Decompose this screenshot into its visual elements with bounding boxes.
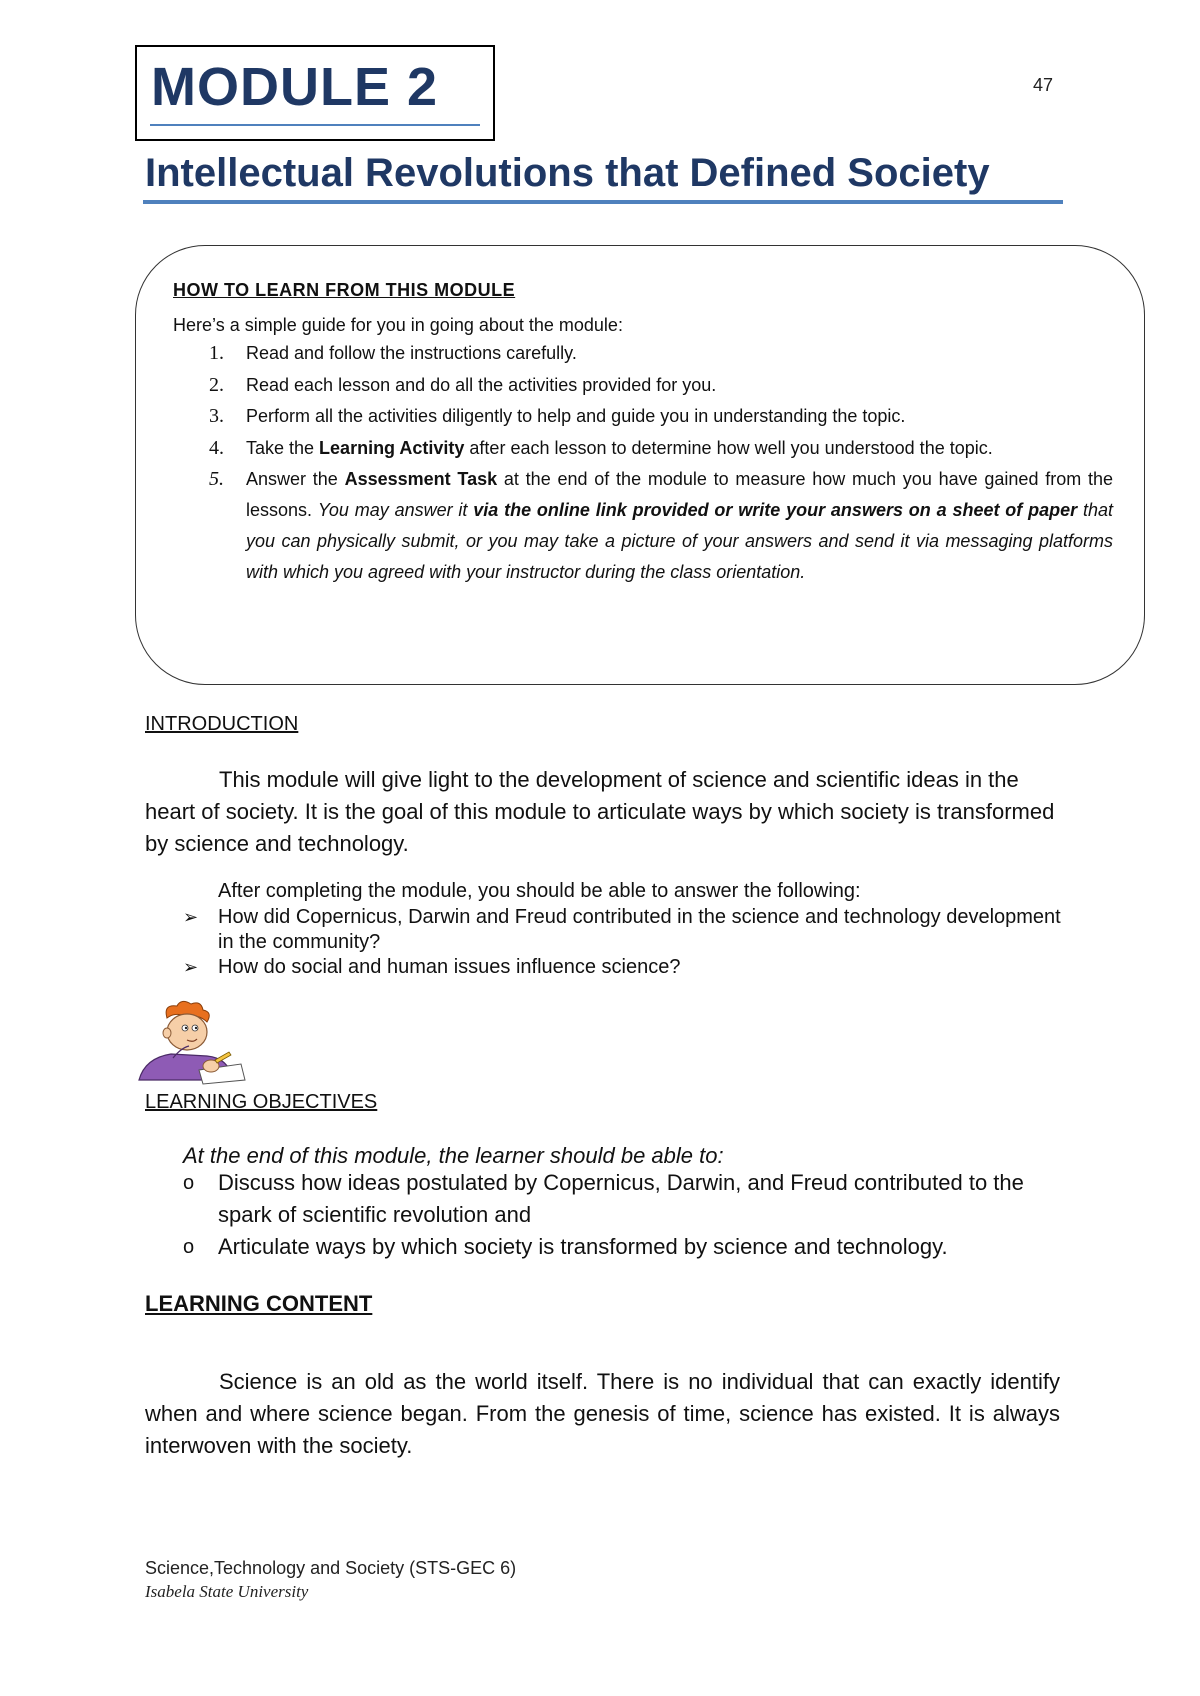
objectives-intro: At the end of this module, the learner should be able to: (183, 1143, 724, 1168)
thinking-kid-illustration (137, 1000, 247, 1085)
objective-text: Articulate ways by which society is transformed by science and technology. (218, 1234, 948, 1259)
guide-list (173, 338, 1113, 588)
question-text: How do social and human issues influence science? (218, 956, 681, 978)
list-number: 3. (209, 405, 224, 427)
list-item (183, 905, 1063, 955)
list-item (173, 338, 1113, 370)
guide-heading: HOW TO LEARN FROM THIS MODULE (173, 280, 516, 300)
list-number: 2. (209, 373, 224, 396)
list-number: 5. (209, 468, 224, 490)
objectives-list (183, 1167, 1063, 1263)
question-list (183, 905, 1063, 980)
list-item (173, 370, 1113, 402)
page-number: 47 (1033, 75, 1054, 95)
learning-content-heading: LEARNING CONTENT (145, 1291, 373, 1316)
module-label: MODULE 2 (151, 57, 439, 117)
list-item-text-italic: You may answer it (317, 500, 474, 520)
question-text: How did Copernicus, Darwin and Freud contributed in the science and technology development in the community? (218, 906, 1061, 953)
list-item (173, 464, 1113, 588)
assessment-task-term: Assessment Task (344, 469, 498, 489)
list-number: 4. (209, 436, 224, 459)
introduction-heading: INTRODUCTION (145, 713, 299, 735)
list-item (183, 1167, 1063, 1231)
list-item (173, 433, 1113, 465)
objective-text: Discuss how ideas postulated by Copernicus, Darwin, and Freud contributed to the spark of scientific revolution and (218, 1170, 1024, 1227)
guide-intro: Here’s a simple guide for you in going about the module: (173, 315, 623, 335)
list-item-text-pre: Take the (246, 437, 320, 458)
arrow-bullet-icon: ➢ (183, 957, 199, 977)
module-label-underline (150, 124, 480, 126)
footer-course: Science,Technology and Society (STS-GEC 6) (145, 1558, 517, 1578)
title-rule (143, 200, 1063, 204)
list-item-text: Read each lesson and do all the activities provided for you. (246, 374, 717, 395)
arrow-bullet-icon: ➢ (183, 907, 199, 927)
list-item-text-bold-italic: via the online link provided or write your answers on a sheet of paper (473, 500, 1078, 520)
circle-bullet-icon: o (183, 1172, 195, 1194)
module-title: Intellectual Revolutions that Defined Society (145, 151, 990, 195)
list-item-text: Read and follow the instructions carefully. (246, 343, 577, 363)
circle-bullet-icon: o (183, 1236, 195, 1258)
list-item (183, 1231, 1063, 1263)
learning-content-paragraph: Science is an old as the world itself. There is no individual that can exactly identify when and where science began. From the genesis of time, science has existed. It is always interwoven with the society. (145, 1369, 1060, 1458)
list-item (183, 955, 1063, 980)
list-item (173, 401, 1113, 433)
objectives-heading: LEARNING OBJECTIVES (145, 1091, 378, 1113)
learning-activity-term: Learning Activity (319, 437, 465, 458)
list-item-text: Perform all the activities diligently to help and guide you in understanding the topic. (246, 406, 906, 426)
footer-university: Isabela State University (145, 1582, 309, 1601)
list-item-text-mid: at the end of the module to measure how much you have gained from the lessons. (246, 469, 1114, 520)
list-item-text-italic-2: that you can physically submit, or you may take a picture of your answers and send it via messaging platforms with which you agreed with your instructor during the class orientation. (246, 500, 1113, 582)
list-number: 1. (209, 342, 224, 364)
introduction-paragraph: This module will give light to the development of science and scientific ideas in the heart of society. It is the goal of this module to articulate ways by which society is transformed by science and technology. (145, 767, 1055, 856)
list-item-text-pre: Answer the (246, 469, 345, 489)
introduction-lead: After completing the module, you should be able to answer the following: (218, 880, 861, 902)
list-item-text-post: after each lesson to determine how well you understood the topic. (464, 437, 993, 458)
